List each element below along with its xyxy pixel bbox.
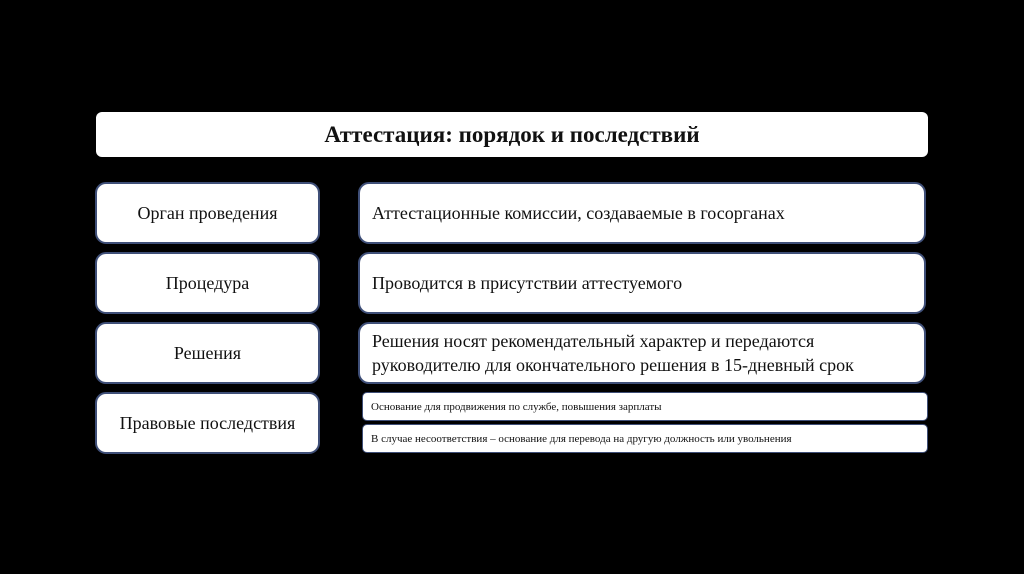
detail-organ: Аттестационные комиссии, создаваемые в госорганах [372,203,785,223]
diagram-title [96,112,928,157]
consequence-dismissal: В случае несоответствия – основание для перевода на другую должность или увольнения [371,432,792,445]
diagram-title-text: Аттестация: порядок и последствий [324,121,700,147]
label-organ: Орган проведения [137,202,278,223]
label-decisions: Решения [173,342,242,363]
detail-box-decisions [358,322,926,384]
consequence-box-dismissal [362,424,928,453]
detail-decisions: Решения носят рекомендательный характер и передаются руководителю для окончательного решения в 15-дневный срок [372,331,854,375]
label-box-consequences [95,392,320,454]
consequence-promotion: Основание для продвижения по службе, повышения зарплаты [371,400,662,413]
label-box-procedure [95,252,320,314]
label-box-decisions [95,322,320,384]
detail-procedure: Проводится в присутствии аттестуемого [372,273,683,293]
label-procedure: Процедура [165,272,250,293]
detail-box-organ [358,182,926,244]
label-consequences: Правовые последствия [119,412,296,433]
label-box-organ [95,182,320,244]
detail-box-procedure [358,252,926,314]
consequence-box-promotion [362,392,928,421]
